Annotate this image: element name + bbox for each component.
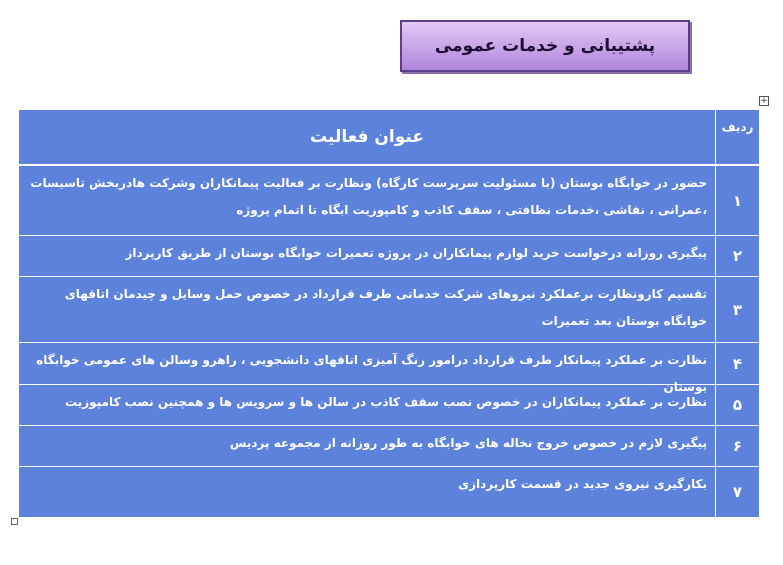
row-number: ۷	[715, 467, 759, 517]
activity-text: نظارت بر عملکرد پیمانکار طرف قرارداد درامور رنگ آمیزی اتاقهای دانشجویی ، راهرو وسالن های عمومی خوابگاه بوستان	[36, 353, 707, 394]
activity-table	[18, 110, 759, 517]
table-row	[19, 467, 759, 517]
row-number: ۵	[715, 385, 759, 425]
table-row	[19, 277, 759, 343]
table-row	[19, 166, 759, 236]
row-number: ۶	[715, 426, 759, 466]
row-number: ۲	[715, 236, 759, 276]
table-move-handle-icon[interactable]: +	[760, 96, 768, 106]
table-row	[19, 343, 759, 394]
activity-text: پیگیری لازم در خصوص خروج نخاله های خوابگاه به طور روزانه از مجموعه پردیس	[229, 436, 707, 450]
activity-text: تقسیم کارونظارت برعملکرد نیروهای شرکت خدماتی طرف قرارداد در خصوص حمل وسایل و چیدمان اتاقهای خوابگاه بوستان بعد تعمیرات	[64, 287, 707, 328]
table-header-row	[19, 110, 759, 166]
activity-text: نظارت بر عملکرد پیمانکاران در خصوص نصب سقف کاذب در سالن ها و سرویس ها و همچنین نصب کامپوزیت	[65, 395, 707, 409]
table-row	[19, 236, 759, 277]
row-number: ۳	[715, 277, 759, 342]
activity-text: بکارگیری نیروی جدید در قسمت کارپردازی	[458, 477, 707, 491]
activity-text: حضور در خوابگاه بوستان (با مسئولیت سرپرست کارگاه) ونظارت بر فعالیت پیمانکاران وشرکت هادربخش تاسیسات ،عمرانی ، نقاشی ،خدمات نظافتی ، سقف کاذب و کامپوزیت ابگاه تا اتمام پروژه	[30, 176, 707, 217]
row-number: ۱	[715, 166, 759, 235]
page-title: پشتیبانی و خدمات عمومی	[400, 20, 690, 72]
resize-handle-icon[interactable]	[11, 518, 18, 525]
header-activity-title: عنوان فعالیت	[310, 126, 424, 147]
header-row-number: ردیف	[715, 110, 759, 164]
activity-text: پیگیری روزانه درخواست خرید لوازم پیمانکاران در پروژه تعمیرات خوابگاه بوستان از طریق کارپرداز	[125, 246, 707, 260]
table-row	[19, 385, 759, 426]
row-number: ۴	[715, 343, 759, 384]
table-row	[19, 426, 759, 467]
